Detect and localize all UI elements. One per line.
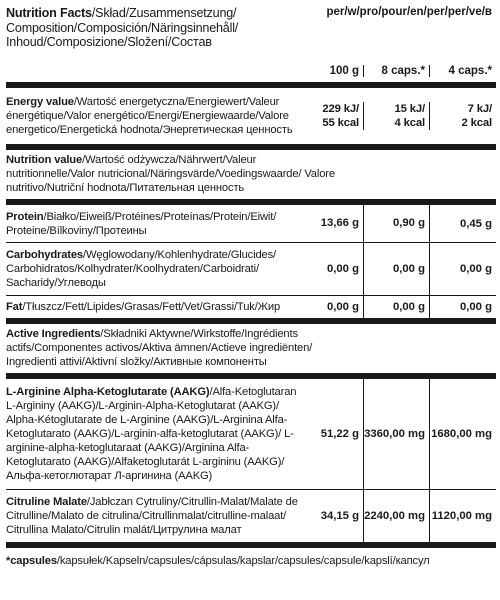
active-ingredients-translations: /Składniki Aktywne/Wirkstoffe/Ingrédients actifs/Componentes activos/Aktiva ämnen/Actieve ingrediënten/ Ingredienti attivi/Aktivní složky/Активные компоненты bbox=[6, 328, 313, 368]
nutrition-value-heading bbox=[6, 150, 336, 199]
citrulline-label-bold: Citruline Malate bbox=[6, 496, 87, 508]
row-aakg bbox=[6, 379, 496, 489]
active-ingredients-heading bbox=[6, 324, 326, 373]
column-headers bbox=[6, 60, 496, 82]
carbohydrates-label bbox=[6, 248, 302, 290]
energy-4caps-kj: 7 kJ/ bbox=[467, 103, 492, 115]
fat-4caps: 0,00 g bbox=[459, 301, 492, 313]
aakg-100g: 51,22 g bbox=[302, 379, 364, 489]
footnote-bold: *capsules bbox=[6, 555, 57, 567]
citrulline-label bbox=[6, 495, 302, 537]
energy-8caps bbox=[364, 102, 430, 130]
aakg-4caps: 1680,00 mg bbox=[431, 428, 492, 440]
citrulline-100g: 34,15 g bbox=[302, 490, 364, 542]
protein-label-bold: Protein bbox=[6, 210, 44, 223]
carbohydrates-8caps: 0,00 g bbox=[364, 243, 430, 295]
aakg-label bbox=[6, 385, 302, 483]
aakg-8caps: 3360,00 mg bbox=[364, 379, 430, 489]
carbohydrates-4caps: 0,00 g bbox=[459, 263, 492, 275]
energy-8caps-kcal: 4 kcal bbox=[394, 117, 425, 129]
carbohydrates-label-translations: /Węglowodany/Kohlenhydrate/Glucides/ Carbohidratos/Kolhydrater/Koolhydraten/Carboidrati/ Sacharidy/Углеводы bbox=[6, 249, 276, 289]
protein-8caps: 0,90 g bbox=[364, 205, 430, 242]
table-title bbox=[6, 6, 336, 50]
energy-label-translations: /Wartość energetyczna/Energiewert/Valeur énergétique/Valor energético/Energi/Energiewaarde/Valore energetico/Energetická hodnota/Энергетическая ценность bbox=[6, 96, 293, 136]
divider-thick bbox=[6, 542, 496, 548]
fat-8caps: 0,00 g bbox=[364, 296, 430, 318]
energy-8caps-kj: 15 kJ/ bbox=[394, 103, 425, 115]
row-citrulline-malate bbox=[6, 490, 496, 542]
per-label: per/w/pro/pour/en/per/per/ve/в bbox=[326, 6, 492, 18]
fat-label-translations: /Tłuszcz/Fett/Lipides/Grasas/Fett/Vet/Grassi/Tuk/Жир bbox=[22, 301, 281, 313]
citrulline-label-translations: /Jabłczan Cytruliny/Citrullin-Malat/Malate de Citrulline/Malato de citrulina/Citrullinmalat/citrulline-malaat/ Citrullina Malato/Citrulin malát/Цитрулина малат bbox=[6, 496, 298, 536]
title-bold: Nutrition Facts bbox=[6, 6, 92, 20]
energy-100g-kcal: 55 kcal bbox=[322, 117, 359, 129]
footnote-translations: /kapsułek/Kapseln/capsules/cápsulas/kapslar/capsules/capsule/kapslí/капсул bbox=[56, 555, 430, 567]
column-header-100g: 100 g bbox=[302, 65, 364, 77]
energy-4caps-kcal: 2 kcal bbox=[461, 117, 492, 129]
protein-label bbox=[6, 210, 302, 238]
table-header bbox=[6, 6, 496, 82]
energy-4caps bbox=[430, 102, 494, 130]
aakg-label-bold: L-Arginine Alpha-Ketoglutarate (AAKG) bbox=[6, 386, 210, 398]
citrulline-8caps: 2240,00 mg bbox=[364, 490, 430, 542]
nutrition-value-bold: Nutrition value bbox=[6, 154, 83, 166]
row-fat bbox=[6, 296, 496, 318]
energy-label-bold: Energy value bbox=[6, 96, 74, 108]
energy-100g bbox=[302, 102, 364, 130]
protein-4caps: 0,45 g bbox=[459, 217, 492, 230]
active-ingredients-bold: Active Ingredients bbox=[6, 328, 101, 340]
title-translations: /Skład/Zusammensetzung/ Composition/Composición/Näringsinnehåll/ Inhoud/Composizione/Složení/Состав bbox=[6, 6, 239, 49]
energy-100g-kj: 229 kJ/ bbox=[322, 103, 359, 115]
protein-label-translations: /Białko/Eiweiß/Protéines/Proteínas/Protein/Eiwit/ Proteine/Bílkoviny/Протеины bbox=[6, 210, 277, 237]
fat-100g: 0,00 g bbox=[302, 296, 364, 318]
fat-label-bold: Fat bbox=[6, 301, 23, 313]
protein-100g: 13,66 g bbox=[302, 205, 364, 242]
nutrition-value-translations: /Wartość odżywcza/Nährwert/Valeur nutritionnelle/Valor nutricional/Näringsvärde/Voedingswaarde/ Valore nutritivo/Nutriční hodnota/Питательная ценность bbox=[6, 154, 335, 194]
row-energy bbox=[6, 88, 496, 144]
column-header-8caps: 8 caps.* bbox=[364, 65, 430, 77]
citrulline-4caps: 1120,00 mg bbox=[431, 510, 492, 522]
column-header-4caps: 4 caps.* bbox=[448, 65, 492, 77]
energy-label bbox=[6, 95, 302, 137]
aakg-label-translations: /Alfa-Ketoglutaran L-Argininy (AAKG)/L-Arginin-Alpha-Ketoglutarat (AAKG)/ Alpha-Kétoglutarate de L-Arginine (AAKG)/L-Arginina Alfa-Ketoglutarato (AAKG)/L-arginin-alfa-ketoglutarat (AAKG)/ L-arginine-alpha-ketoglutaraat (AAKG)/Arginina Alfa-Ketoglutarato (AAKG)/Alfaketoglutarát L-argininu (AAKG)/ Альфа-кетоглютарат Л-аргинина (AAKG) bbox=[6, 386, 297, 482]
carbohydrates-100g: 0,00 g bbox=[302, 243, 364, 295]
carbohydrates-label-bold: Carbohydrates bbox=[6, 249, 84, 261]
row-carbohydrates bbox=[6, 243, 496, 295]
row-protein bbox=[6, 205, 496, 242]
nutrition-facts-panel bbox=[6, 6, 496, 568]
footnote bbox=[6, 554, 496, 568]
fat-label bbox=[6, 300, 302, 314]
